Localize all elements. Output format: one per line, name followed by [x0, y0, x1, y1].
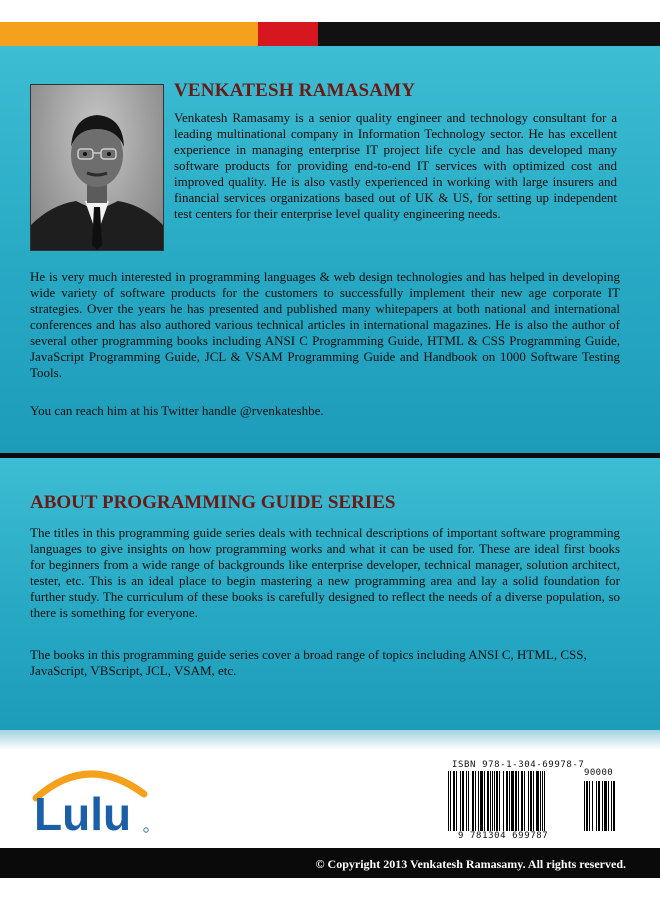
barcode-bar [544, 771, 545, 831]
author-section [0, 46, 660, 453]
author-photo [30, 84, 164, 251]
isbn-barcode [448, 771, 628, 837]
lulu-wordmark: Lulu [34, 788, 132, 838]
series-section [0, 458, 660, 730]
top-margin [0, 0, 660, 22]
barcode-main-bars [448, 771, 576, 831]
barcode-digits: 9 781304 699787 [458, 831, 549, 841]
author-contact-line: You can reach him at his Twitter handle @rvenkateshbe. [30, 403, 324, 418]
accent-bar-black [318, 22, 660, 46]
barcode-addon-bars [584, 781, 628, 831]
copyright-footer [0, 848, 660, 878]
bottom-margin [0, 878, 660, 900]
accent-bar-red [258, 22, 318, 46]
isbn-label: ISBN 978-1-304-69978-7 [452, 760, 585, 770]
series-paragraph-1: The titles in this programming guide series deals with technical descriptions of important software programming languages to give insights on how programming works and what it can be used for. These are ideal first books for beginners from a wide range of backgrounds like enterprise developer, technical manager, solution architect, tester, etc. This is an ideal place to begin mastering a new programming area and lay a solid foundation for further study. The curriculum of these books is carefully designed to reflect the needs of a diverse population, so there is something for everyone. [30, 525, 620, 620]
series-heading: ABOUT PROGRAMMING GUIDE SERIES [30, 492, 396, 513]
panel-fade [0, 730, 660, 750]
copyright-text: © Copyright 2013 Venkatesh Ramasamy. All rights reserved. [315, 857, 626, 871]
series-paragraph-2: The books in this programming guide series cover a broad range of topics including ANSI C, HTML, CSS, JavaScript, VBScript, JCL, VSAM, etc. [30, 647, 587, 678]
barcode-bar [615, 781, 616, 831]
author-bio-paragraph-1: Venkatesh Ramasamy is a senior quality engineer and technology consultant for a leading multinational company in Information Technology sector. He has excellent experience in managing enterprise IT project life cycle and has developed many software products for providing end-to-end IT services with optimized cost and improved quality. He is also vastly experienced in working with large insurers and financial services organizations based out of UK & US, for setting up independent test centers for their enterprise level quality engineering needs. [174, 110, 617, 221]
accent-bar-orange [0, 22, 258, 46]
barcode-addon-number: 90000 [584, 768, 614, 778]
lulu-arc-logo-icon [28, 758, 156, 838]
author-bio-paragraph-2: He is very much interested in programming languages & web design technologies and has helped in developing wide variety of software products for the customers to successfully implement their new age corporate IT strategies. Over the years he has presented and published many whitepapers at both national and international conferences and has also authored various technical articles in international magazines. He is also the author of several other programming books including ANSI C Programming Guide, HTML & CSS Programming Guide, JavaScript Programming Guide, JCL & VSAM Programming Guide and Handbook on 1000 Software Testing Tools. [30, 269, 620, 380]
lulu-logo [28, 758, 156, 838]
author-portrait-icon [31, 85, 163, 250]
author-name-heading: VENKATESH RAMASAMY [174, 80, 416, 101]
